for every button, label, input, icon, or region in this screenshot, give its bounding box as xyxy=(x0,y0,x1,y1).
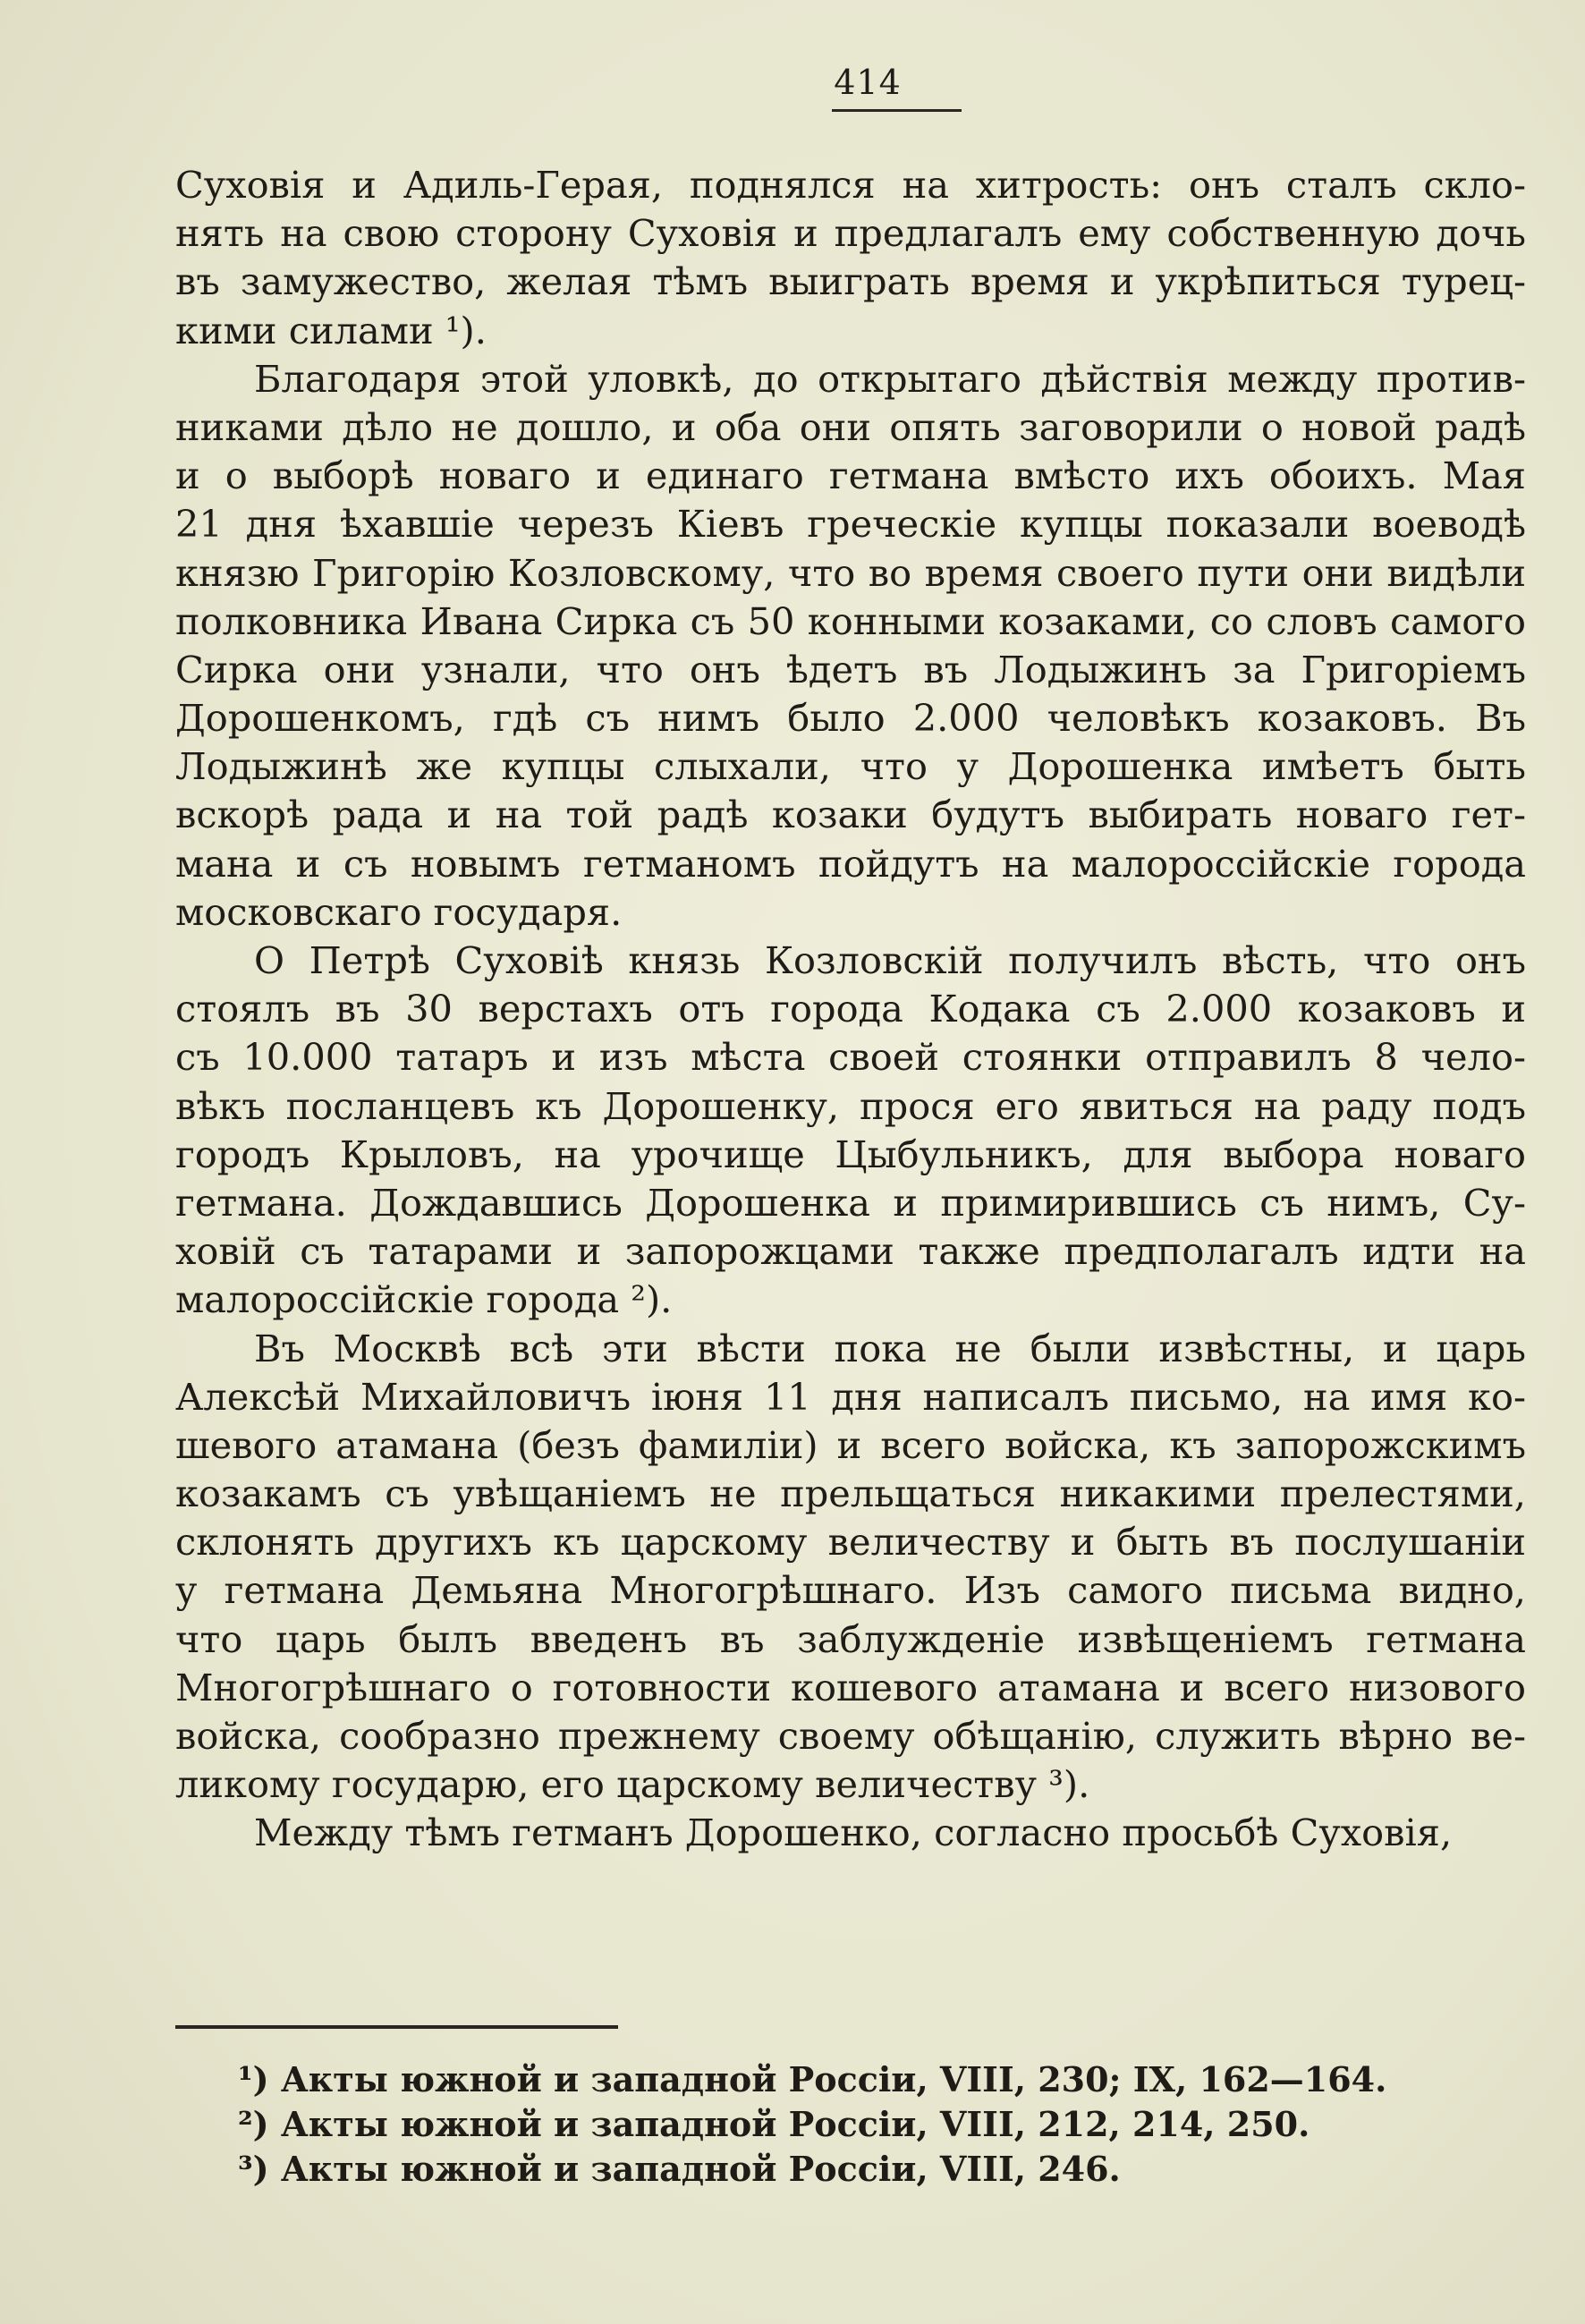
text-line: Сирка они узнали, что онъ ѣдетъ въ Лодыжинъ за Григоріемъ xyxy=(175,647,1526,691)
page-number-rule xyxy=(832,109,962,112)
footnote: ³) Акты южной и западной Россіи, VIII, 246. xyxy=(238,2149,1121,2189)
text-line: ликому государю, его царскому величеству ³). xyxy=(175,1762,1090,1807)
footnote: ¹) Акты южной и западной Россіи, VIII, 230; IX, 162—164. xyxy=(238,2059,1387,2099)
text-line: войска, сообразно прежнему своему обѣщанію, служить вѣрно ве- xyxy=(175,1714,1526,1758)
text-line: гетмана. Дождавшись Дорошенка и примирившись съ нимъ, Су- xyxy=(175,1180,1526,1225)
text-line: вскорѣ рада и на той радѣ козаки будутъ выбирать новаго гет- xyxy=(175,793,1526,837)
text-line: Въ Москвѣ всѣ эти вѣсти пока не были извѣстны, и царь xyxy=(254,1326,1526,1370)
text-line: шевого атамана (безъ фамиліи) и всего войска, къ запорожскимъ xyxy=(175,1422,1526,1467)
footnote-rule xyxy=(175,2025,618,2029)
text-line: стоялъ въ 30 верстахъ отъ города Кодака съ 2.000 козаковъ и xyxy=(175,987,1526,1031)
footnotes xyxy=(238,2057,1401,2192)
text-line: Между тѣмъ гетманъ Дорошенко, согласно просьбѣ Суховія, xyxy=(254,1811,1453,1855)
text-line: и о выборѣ новаго и единаго гетмана вмѣсто ихъ обоихъ. Мая xyxy=(175,454,1526,498)
text-line: Суховія и Адиль-Герая, поднялся на хитрость: онъ сталъ скло- xyxy=(175,163,1526,207)
text-line: никами дѣло не дошло, и оба они опять заговорили о новой радѣ xyxy=(175,404,1526,449)
text-line: склонять другихъ къ царскому величеству и быть въ послушаніи xyxy=(175,1520,1526,1565)
paragraph xyxy=(175,1809,1526,1857)
text-line: мана и съ новымъ гетманомъ пойдутъ на малороссійскіе города xyxy=(175,841,1526,886)
text-line: козакамъ съ увѣщаніемъ не прельщаться никакими прелестями, xyxy=(175,1472,1526,1516)
text-line: городъ Крыловъ, на урочище Цыбульникъ, для выбора новаго xyxy=(175,1132,1526,1176)
paragraph xyxy=(175,355,1526,937)
paragraph xyxy=(175,1325,1526,1810)
text-line: Многогрѣшнаго о готовности кошевого атамана и всего низового xyxy=(175,1665,1526,1709)
text-line: съ 10.000 татаръ и изъ мѣста своей стоянки отправилъ 8 чело- xyxy=(175,1035,1526,1080)
text-line: О Петрѣ Суховіѣ князь Козловскій получилъ вѣсть, что онъ xyxy=(254,938,1526,982)
text-line: Благодаря этой уловкѣ, до открытаго дѣйствія между против- xyxy=(254,356,1526,401)
text-line: въ замужество, желая тѣмъ выиграть время и укрѣпиться турец- xyxy=(175,259,1526,304)
text-line: ховій съ татарами и запорожцами также предполагалъ идти на xyxy=(175,1229,1526,1274)
text-line: нять на свою сторону Суховія и предлагалъ ему собственную дочь xyxy=(175,211,1526,256)
text-line: Лодыжинѣ же купцы слыхали, что у Дорошенка имѣетъ быть xyxy=(175,744,1526,789)
text-line: полковника Ивана Сирка съ 50 конными козаками, со словъ самого xyxy=(175,598,1526,643)
footnote: ²) Акты южной и западной Россіи, VIII, 212, 214, 250. xyxy=(238,2104,1310,2144)
text-line: кими силами ¹). xyxy=(175,308,487,352)
text-line: Алексѣй Михайловичъ іюня 11 дня написалъ письмо, на имя ко- xyxy=(175,1374,1526,1419)
paragraph xyxy=(175,161,1526,355)
text-line: малороссійскіе города ²). xyxy=(175,1277,673,1322)
text-line: 21 дня ѣхавшіе черезъ Кіевъ греческіе купцы показали воеводѣ xyxy=(175,502,1526,547)
body-text xyxy=(175,161,1526,1858)
text-line: у гетмана Демьяна Многогрѣшнаго. Изъ самого письма видно, xyxy=(175,1568,1526,1613)
paragraph xyxy=(175,937,1526,1325)
page-number: 414 xyxy=(834,63,902,102)
text-line: что царь былъ введенъ въ заблужденіе извѣщеніемъ гетмана xyxy=(175,1616,1526,1661)
text-line: Дорошенкомъ, гдѣ съ нимъ было 2.000 человѣкъ козаковъ. Въ xyxy=(175,696,1526,741)
text-line: вѣкъ посланцевъ къ Дорошенку, прося его явиться на раду подъ xyxy=(175,1083,1526,1128)
text-line: князю Григорію Козловскому, что во время своего пути они видѣли xyxy=(175,550,1526,595)
text-line: московскаго государя. xyxy=(175,889,623,934)
